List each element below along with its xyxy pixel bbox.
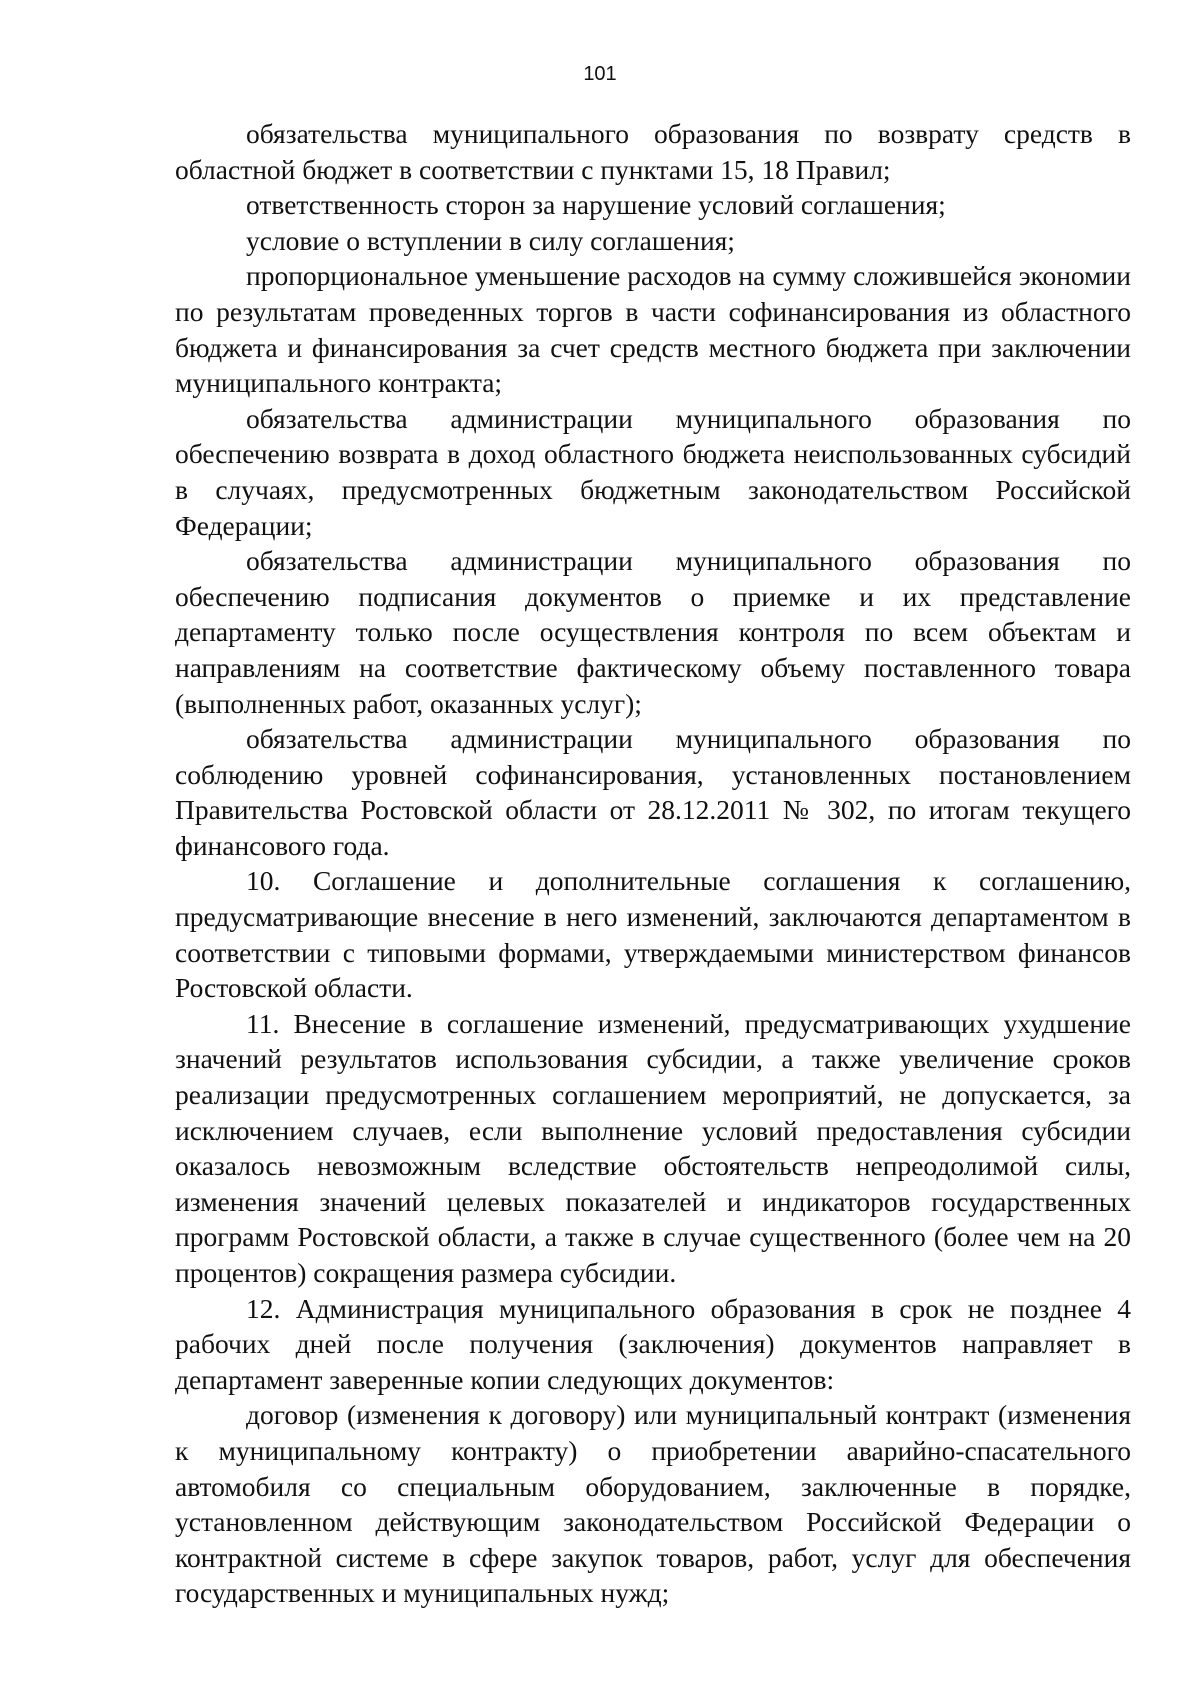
page-number: 101 [583,63,617,85]
paragraph: 11. Внесение в соглашение изменений, предусматривающих ухудшение значений результатов использования субсидии, а также увеличение сроков реализации предусмотренных соглашением мероприятий, не допускается, за исключением случаев, если выполнение условий предоставления субсидии оказалось невозможным вследствие обстоятельств непреодолимой силы, изменения значений целевых показателей и индикаторов государственных программ Ростовской области, а также в случае существенного (более чем на 20 процентов) сокращения размера субсидии. [175,1007,1131,1288]
paragraph: договор (изменения к договору) или муниципальный контракт (изменения к муниципальному контракту) о приобретении аварийно-спасательного автомобиля со специальным оборудованием, заключенные в порядке, установленном действующим законодательством Российской Федерации о контрактной системе в сфере закупок товаров, работ, услуг для обеспечения государственных и муниципальных нужд; [175,1399,1131,1609]
document-body [175,116,1131,1611]
paragraph: 12. Администрация муниципального образования в срок не позднее 4 рабочих дней после получения (заключения) документов направляет в департамент заверенные копии следующих документов: [175,1292,1131,1395]
paragraph: пропорциональное уменьшение расходов на сумму сложившейся экономии по результатам проведенных торгов в части софинансирования из областного бюджета и финансирования за счет средств местного бюджета при заключении муниципального контракта; [175,260,1131,399]
paragraph: обязательства администрации муниципального образования по обеспечению подписания документов о приемке и их представление департаменту только после осуществления контроля по всем объектам и направлениям на соответствие фактическому объему поставленного товара (выполненных работ, оказанных услуг); [175,545,1131,719]
paragraph: условие о вступлении в силу соглашения; [246,224,735,256]
paragraph: 10. Соглашение и дополнительные соглашения к соглашению, предусматривающие внесение в него изменений, заключаются департаментом в соответствии с типовыми формами, утверждаемыми министерством финансов Ростовской области. [175,865,1131,1004]
paragraph: обязательства администрации муниципального образования по соблюдению уровней софинансирования, установленных постановлением Правительства Ростовской области от 28.12.2011 № 302, по итогам текущего финансового года. [175,723,1131,861]
paragraph: обязательства муниципального образования по возврату средств в областной бюджет в соответствии с пунктами 15, 18 Правил; [175,118,1131,185]
paragraph: обязательства администрации муниципального образования по обеспечению возврата в доход областного бюджета неиспользованных субсидий в случаях, предусмотренных бюджетным законодательством Российской Федерации; [175,402,1131,541]
paragraph: ответственность сторон за нарушение условий соглашения; [246,189,946,221]
